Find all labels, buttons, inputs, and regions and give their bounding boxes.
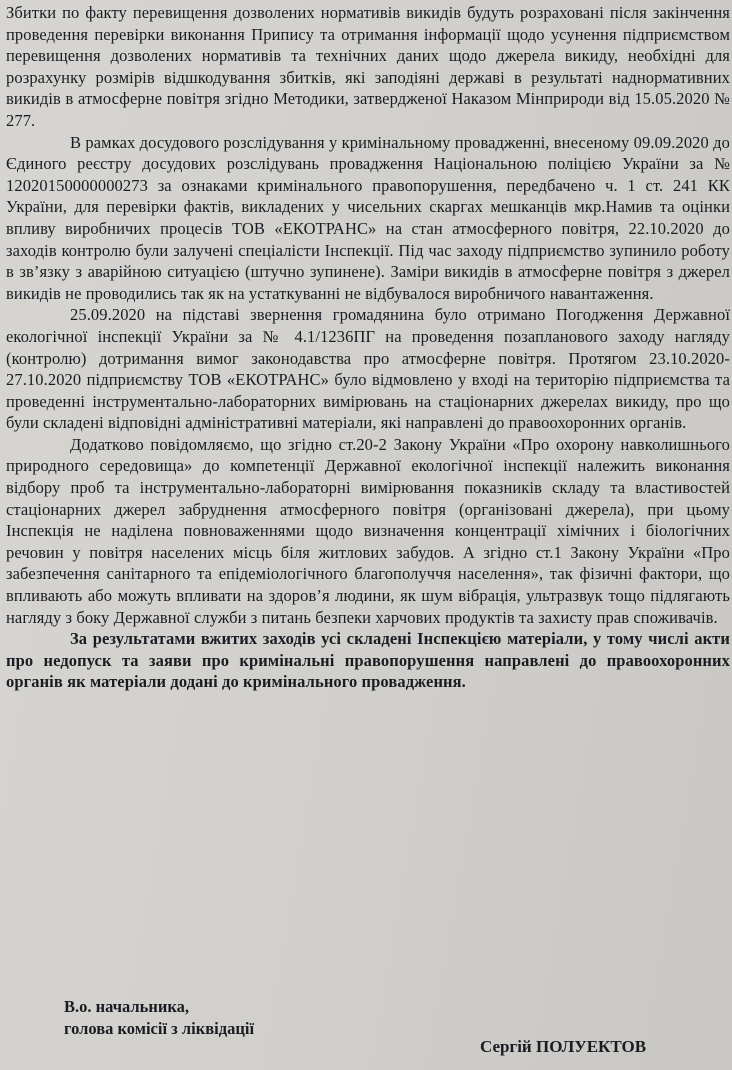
signatory-title bbox=[64, 996, 254, 1040]
signatory-title-line-1: В.о. начальника, bbox=[64, 997, 190, 1016]
signatory-title-line-2: голова комісії з ліквідації bbox=[64, 1019, 255, 1038]
signature-block bbox=[0, 996, 732, 1066]
paragraph-inspection-approval: 25.09.2020 на підставі звернення громадянина було отримано Погодження Державної екологічної інспекції України за № 4.1/1236ПГ на проведення позапланового заходу нагляду (контролю) дотримання вимог законодавства про атмосферне повітря. Протягом 23.10.2020-27.10.2020 підприємству ТОВ «ЕКОТРАНС» було відмовлено у вході на територію підприємства та проведенні інструментально-лабораторних вимірювань на стаціонарних джерелах викиду, про що були складені відповідні адміністративні матеріали, які направлені до правоохоронних органів. bbox=[6, 305, 730, 433]
signatory-name: Сергій ПОЛУЕКТОВ bbox=[480, 1037, 647, 1056]
paragraph-competence: Додатково повідомляємо, що згідно ст.20-2 Закону України «Про охорону навколишнього природного середовища» до компетенції Державної екологічної інспекції належить виконання відбору проб та інструментально-лабораторні вимірювання показників складу та властивостей стаціонарних джерел забруднення атмосферного повітря (організовані джерела), при цьому Інспекція не наділена повноваженнями щодо визначення концентрації хімічних і біологічних речовин у повітря населених місць біля житлових забудов. А згідно ст.1 Закону України «Про забезпечення санітарного та епідеміологічного благополуччя населення», так фізичні фактори, що впливають або можуть впливати на здоров’я людини, як шум вібрація, ультразвук тощо підлягають нагляду з боку Державної служби з питань безпеки харчових продуктів та захисту прав споживачів. bbox=[6, 434, 730, 627]
paragraph-conclusion: За результатами вжитих заходів усі складені Інспекцією матеріали, у тому числі акти про недопуск та заяви про кримінальні правопорушення направлені до правоохоронних органів як матеріали додані до кримінального провадження. bbox=[6, 629, 730, 692]
paragraph-criminal-investigation: В рамках досудового розслідування у кримінальному провадженні, внесеному 09.09.2020 до Єдиного реєстру досудових розслідувань провадження Національною поліцією України за № 12020150000000273 за ознаками кримінального правопорушення, передбачено ч. 1 ст. 241 КК України, для перевірки фактів, викладених у чисельних скаргах мешканців мкр.Намив та оцінки впливу виробничих процесів ТОВ «ЕКОТРАНС» на стан атмосферного повітря, 22.10.2020 до заходів контролю були залучені спеціалісти Інспекції. Під час заходу підприємство зупинило роботу в зв’язку з аварійною ситуацією (штучно зупинене). Заміри викидів в атмосферне повітря з джерел викидів не проводились так як на устаткуванні не відбувалося виробничого навантаження. bbox=[6, 132, 730, 303]
paragraph-damages: Збитки по факту перевищення дозволених нормативів викидів будуть розраховані після закінчення проведення перевірки виконання Припису та отримання інформації щодо усунення підприємством перевищення дозволених нормативів та технічних даних щодо джерела викиду, необхідні для розрахунку розмірів відшкодування збитків, які заподіяні державі в результаті наднормативних викидів в атмосферне повітря згідно Методики, затвердженої Наказом Мінприроди від 15.05.2020 № 277. bbox=[6, 3, 730, 130]
